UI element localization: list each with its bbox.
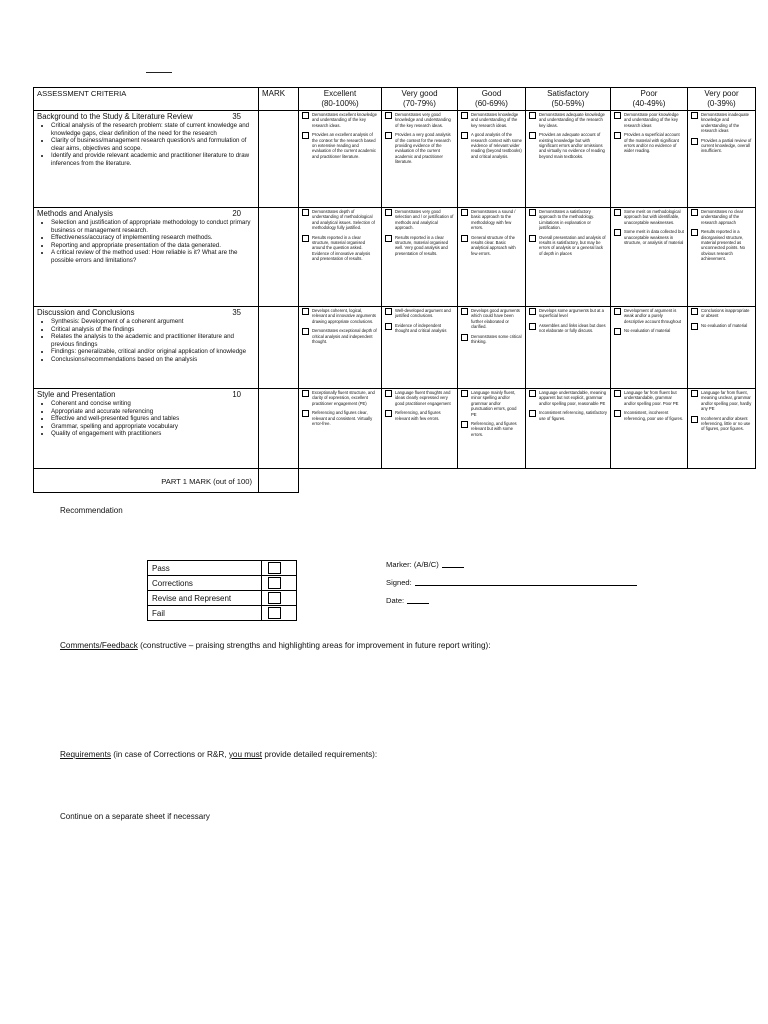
outcome-row-pass (148, 561, 297, 576)
descriptor-item (529, 308, 607, 319)
descriptor-cell-very-good (382, 307, 458, 389)
descriptor-cell-very-good (382, 389, 458, 469)
descriptor-checkbox[interactable] (529, 209, 536, 216)
criterion-bullet: • Effective and well-presented figures and tables (51, 415, 255, 423)
descriptor-cell-good (458, 307, 526, 389)
descriptor-item (302, 132, 378, 159)
descriptor-text: Demonstrates no clear understanding of the research approach (701, 209, 744, 225)
outcome-row-corrections (148, 576, 297, 591)
criterion-bullet-list (37, 219, 255, 265)
descriptor-item (529, 390, 607, 406)
mark-cell[interactable] (259, 208, 299, 307)
signed-label: Signed: (386, 578, 412, 587)
mark-header: MARK (259, 88, 299, 111)
part1-mark-row (34, 469, 756, 493)
descriptor-checkbox[interactable] (302, 209, 309, 216)
criterion-weight: 20 (232, 209, 241, 218)
criterion-bullet: • Identify and provide relevant academic and practitioner literature to draw inferences from the literature. (51, 152, 255, 167)
descriptor-text: Develops some arguments but at a superficial level (539, 308, 604, 319)
descriptor-text: Demonstrates inadequate knowledge and understanding of the research ideas (701, 112, 749, 134)
pass-checkbox[interactable] (268, 562, 281, 574)
descriptor-text: Language understandable, meaning apparent but not explicit, grammar and/or spelling poor, reasonable PE (539, 390, 607, 406)
descriptor-checkbox[interactable] (691, 390, 698, 397)
criterion-weight: 35 (232, 112, 241, 121)
criterion-bullet: • Selection and justification of appropriate methodology to conduct primary business or management research. (51, 219, 255, 234)
criterion-cell (34, 208, 259, 307)
descriptor-text: Demonstrates a satisfactory approach to the methodology. Limitations in explanation or justification. (539, 209, 595, 231)
descriptor-checkbox[interactable] (529, 308, 536, 315)
descriptor-item (614, 308, 684, 324)
criterion-bullet: • Critical analysis of the research problem: state of current knowledge and knowledge gaps, clear definition of the need for the research (51, 122, 255, 137)
descriptor-item (691, 209, 752, 225)
descriptor-checkbox[interactable] (529, 323, 536, 330)
descriptor-checkbox[interactable] (385, 235, 392, 242)
descriptor-item (691, 390, 752, 412)
descriptor-cell-excellent (299, 208, 382, 307)
criterion-title-text: Style and Presentation (37, 390, 116, 399)
requirements-emphasis: you must (228, 750, 263, 759)
descriptor-item (529, 132, 607, 159)
descriptor-checkbox[interactable] (461, 235, 468, 242)
criterion-title (37, 209, 255, 219)
descriptor-checkbox[interactable] (302, 132, 309, 139)
criterion-title (37, 112, 255, 122)
criterion-bullet: • Critical analysis of the findings (51, 326, 255, 334)
descriptor-item (461, 235, 522, 257)
criterion-title (37, 308, 255, 318)
descriptor-text: Demonstrates adequate knowledge and understanding of the research key ideas. (539, 112, 605, 128)
descriptor-cell-excellent (299, 307, 382, 389)
fail-checkbox[interactable] (268, 607, 281, 619)
descriptor-text: Demonstrates depth of understanding of methodological and analytical issues. Selection of methodology fully justified. (312, 209, 375, 231)
descriptor-cell-good (458, 208, 526, 307)
descriptor-cell-poor (611, 307, 688, 389)
descriptor-cell-very-poor (688, 111, 756, 208)
descriptor-text: No evaluation of material (624, 328, 671, 334)
descriptor-cell-satisfactory (526, 208, 611, 307)
descriptor-text: Inconsistent referencing, satisfactory use of figures. (539, 410, 607, 421)
descriptor-item (614, 132, 684, 154)
descriptor-text: Demonstrates a sound / basic approach to the methodology with few errors. (471, 209, 516, 231)
descriptor-item (302, 112, 378, 128)
descriptor-text: Language fluent thoughts and ideas clearly expressed very good practitioner engagement (395, 390, 451, 406)
descriptor-cell-poor (611, 208, 688, 307)
descriptor-item (529, 112, 607, 128)
descriptor-checkbox[interactable] (529, 132, 536, 139)
descriptor-item (691, 323, 752, 330)
descriptor-checkbox[interactable] (302, 390, 309, 397)
marker-input-line[interactable] (442, 560, 464, 568)
criterion-bullet: • Effectiveness/accuracy of implementing research methods. (51, 234, 255, 242)
descriptor-item (529, 410, 607, 421)
descriptor-item (529, 209, 607, 231)
criterion-title-text: Methods and Analysis (37, 209, 113, 218)
grade-header-excellent: Excellent (80-100%) (299, 88, 382, 111)
descriptor-item (302, 328, 378, 344)
descriptor-checkbox[interactable] (302, 328, 309, 335)
grade-header-good: Good (60-69%) (458, 88, 526, 111)
descriptor-text: Demonstrates excellent knowledge and understanding of the key research ideas. (312, 112, 377, 128)
criterion-title-text: Discussion and Conclusions (37, 308, 135, 317)
descriptor-item (461, 390, 522, 417)
descriptor-checkbox[interactable] (691, 209, 698, 216)
descriptor-item (385, 112, 454, 128)
marker-field (386, 560, 637, 578)
descriptor-text: Results reported in a clear structure, material organised around the question asked. Evidence of innovative analysis and presentation of results. (312, 234, 371, 262)
descriptor-cell-good (458, 389, 526, 469)
continue-note: Continue on a separate sheet if necessary (60, 812, 210, 821)
descriptor-checkbox[interactable] (691, 138, 698, 145)
descriptor-item (302, 390, 378, 406)
descriptor-text: Inconsistent, incoherent referencing, poor use of figures. (624, 410, 684, 421)
descriptor-cell-good (458, 111, 526, 208)
descriptor-cell-poor (611, 111, 688, 208)
descriptor-text: Assembles and links ideas but does not elaborate or fully discuss. (539, 322, 606, 334)
criterion-row (34, 111, 756, 208)
comments-section (60, 641, 491, 650)
descriptor-text: Language mainly fluent, minor spelling and/or grammar and/or punctuation errors, good PE (471, 390, 517, 417)
descriptor-text: Referencing, and figures relevant but with some errors. (471, 421, 517, 437)
descriptor-cell-poor (611, 389, 688, 469)
descriptor-text: Provides an adequate account of existing knowledge but with significant errors and/or omissions and virtually no evidence of reading beyond main textbooks. (539, 132, 605, 159)
descriptor-checkbox[interactable] (614, 112, 621, 119)
criterion-title-text: Background to the Study & Literature Review (37, 112, 193, 121)
descriptor-item (691, 308, 752, 319)
criterion-bullet-list (37, 318, 255, 364)
descriptor-item (385, 209, 454, 231)
date-field (386, 596, 637, 614)
descriptor-item (302, 235, 378, 262)
descriptor-checkbox[interactable] (461, 132, 468, 139)
criterion-weight: 35 (232, 308, 241, 317)
descriptor-item (302, 410, 378, 426)
criterion-bullet: • Appropriate and accurate referencing (51, 408, 255, 416)
descriptor-checkbox[interactable] (614, 229, 621, 236)
descriptor-item (385, 410, 454, 421)
descriptor-text: Incoherent and/or absent referencing, little or no use of figures, poor figures. (701, 415, 751, 432)
recommendation-label: Recommendation (60, 506, 123, 515)
top-underline (146, 72, 172, 73)
criterion-bullet: • Grammar, spelling and appropriate vocabulary (51, 423, 255, 431)
descriptor-text: Some merit on methodological approach but with identifiable, unacceptable weaknesses. (624, 209, 681, 225)
descriptor-checkbox[interactable] (461, 112, 468, 119)
descriptor-cell-very-poor (688, 307, 756, 389)
descriptor-item (461, 209, 522, 231)
descriptor-item (385, 132, 454, 164)
criterion-bullet: • Conclusions/recommendations based on the analysis (51, 356, 255, 364)
descriptor-checkbox[interactable] (691, 112, 698, 119)
descriptor-cell-excellent (299, 111, 382, 208)
descriptor-checkbox[interactable] (302, 308, 309, 315)
descriptor-item (614, 112, 684, 128)
descriptor-text: Some merit in data collected but unacceptable weakness in structure, or analysis of material (624, 229, 684, 246)
criterion-bullet: • Clarity of business/management research question/s and formulation of clear aims, objectives and scope. (51, 137, 255, 152)
descriptor-checkbox[interactable] (614, 328, 621, 335)
criterion-weight: 10 (232, 390, 241, 399)
descriptor-cell-excellent (299, 389, 382, 469)
requirements-section (60, 750, 377, 759)
descriptor-text: Demonstrates knowledge and understanding of the key research ideas. (471, 112, 519, 128)
descriptor-text: A good analysis of the research context with some evidence of relevant wider reading (beyond textbooks) and critical analysis. (471, 132, 522, 159)
descriptor-checkbox[interactable] (385, 323, 392, 330)
descriptor-text: Results reported in a disorganised structure, material presented as unconnected points. No obvious research achievement. (701, 229, 745, 262)
descriptor-item (691, 138, 752, 154)
descriptor-text: Develops good arguments which could have been further elaborated or clarified. (471, 308, 520, 330)
descriptor-item (614, 410, 684, 421)
comments-heading: Comments/Feedback (60, 641, 138, 650)
descriptor-cell-very-poor (688, 208, 756, 307)
descriptor-item (614, 328, 684, 335)
signed-input-line[interactable] (415, 578, 637, 586)
criterion-bullet: • Synthesis: Development of a coherent argument (51, 318, 255, 326)
requirements-heading: Requirements (60, 750, 111, 759)
grade-header-poor: Poor (40-49%) (611, 88, 688, 111)
mark-cell[interactable] (259, 307, 299, 389)
descriptor-item (385, 235, 454, 257)
criterion-bullet-list (37, 400, 255, 438)
outcome-label: Fail (148, 606, 262, 621)
descriptor-text: Demonstrates exceptional depth of critical analysis and independent thought. (312, 328, 377, 345)
descriptor-checkbox[interactable] (614, 209, 621, 216)
criterion-title (37, 390, 255, 400)
descriptor-text: Language far from fluent, meaning unclear, grammar and/or spelling poor, hardly any PE (701, 390, 752, 412)
outcome-label: Pass (148, 561, 262, 576)
criterion-row (34, 208, 756, 307)
grade-header-very-poor: Very poor (0-39%) (688, 88, 756, 111)
descriptor-text: Results reported in a clear structure, material organised well. Very good analysis and presentation of results. (395, 234, 449, 256)
descriptor-cell-satisfactory (526, 389, 611, 469)
descriptor-item (461, 334, 522, 345)
descriptor-text: Provides an excellent analysis of the context for the research based on extensive reading and evaluation of the current academic and practitioner literature. (312, 132, 377, 159)
criterion-bullet: • Quality of engagement with practitioners (51, 430, 255, 438)
mark-cell[interactable] (259, 111, 299, 208)
descriptor-checkbox[interactable] (691, 323, 698, 330)
descriptor-checkbox[interactable] (461, 209, 468, 216)
descriptor-checkbox[interactable] (614, 390, 621, 397)
descriptor-checkbox[interactable] (529, 390, 536, 397)
descriptor-item (691, 229, 752, 261)
grade-header-satisfactory: Satisfactory (50-59%) (526, 88, 611, 111)
descriptor-checkbox[interactable] (529, 112, 536, 119)
part1-mark-cell[interactable] (259, 469, 299, 493)
criterion-bullet: • Reporting and appropriate presentation of the data generated. (51, 242, 255, 250)
corrections-checkbox[interactable] (268, 577, 281, 589)
revise-represent-checkbox[interactable] (268, 592, 281, 604)
descriptor-text: Well-developed argument and justified conclusions. (395, 308, 451, 319)
assessment-rubric-table (33, 87, 756, 493)
descriptor-checkbox[interactable] (529, 235, 536, 242)
descriptor-text: Provides a partial review of current knowledge, overall insufficient. (701, 137, 752, 154)
descriptor-checkbox[interactable] (385, 390, 392, 397)
descriptor-text: Provides a superficial account of the material with significant errors and/or no evidence of wider reading. (624, 132, 680, 154)
descriptor-checkbox[interactable] (461, 421, 468, 428)
signed-field (386, 578, 637, 596)
mark-cell[interactable] (259, 389, 299, 469)
descriptor-item (385, 323, 454, 334)
descriptor-text: Demonstrates some critical thinking. (471, 333, 522, 345)
descriptor-item (461, 132, 522, 159)
descriptor-text: General structure of the results clear. Basic analytical approach with few errors. (471, 234, 516, 256)
marker-label: Marker: (A/B/C) (386, 560, 439, 569)
descriptor-checkbox[interactable] (385, 112, 392, 119)
marker-fields (386, 560, 637, 614)
descriptor-checkbox[interactable] (302, 112, 309, 119)
criterion-bullet-list (37, 122, 255, 168)
descriptor-checkbox[interactable] (385, 410, 392, 417)
descriptor-text: Exceptionally fluent structure, and clarity of expression, excellent practitioner engagement (PE) (312, 390, 375, 406)
descriptor-text: Overall presentation and analysis of results is satisfactory, but may be errors of analysis or a general lack of depth in places (539, 234, 606, 256)
descriptor-item (461, 308, 522, 330)
descriptor-checkbox[interactable] (302, 235, 309, 242)
descriptor-item (529, 323, 607, 334)
criterion-row (34, 307, 756, 389)
outcome-table (147, 560, 297, 621)
grade-header-very-good: Very good (70-79%) (382, 88, 458, 111)
criterion-cell (34, 111, 259, 208)
criteria-header: ASSESSMENT CRITERIA (34, 88, 259, 111)
descriptor-checkbox[interactable] (385, 132, 392, 139)
criterion-bullet: • Findings: generalizable, critical and/or original application of knowledge (51, 348, 255, 356)
descriptor-text: Demonstrates very good selection and / or justification of methods and analytical approach. (395, 209, 454, 231)
outcome-label: Revise and Represent (148, 591, 262, 606)
criterion-row (34, 389, 756, 469)
descriptor-text: Conclusions inappropriate or absent (701, 308, 750, 319)
criterion-cell (34, 307, 259, 389)
descriptor-item (461, 112, 522, 128)
descriptor-checkbox[interactable] (302, 410, 309, 417)
descriptor-text: Referencing, and figures relevant with few errors. (395, 410, 441, 421)
descriptor-text: Development of argument is weak and/or a purely descriptive account throughout (624, 308, 682, 324)
descriptor-checkbox[interactable] (385, 209, 392, 216)
date-label: Date: (386, 596, 405, 605)
descriptor-cell-satisfactory (526, 307, 611, 389)
descriptor-checkbox[interactable] (614, 132, 621, 139)
criterion-cell (34, 389, 259, 469)
descriptor-checkbox[interactable] (691, 308, 698, 315)
descriptor-item (529, 235, 607, 257)
descriptor-cell-satisfactory (526, 111, 611, 208)
descriptor-checkbox[interactable] (461, 308, 468, 315)
descriptor-checkbox[interactable] (529, 410, 536, 417)
descriptor-item (385, 308, 454, 319)
descriptor-checkbox[interactable] (461, 390, 468, 397)
descriptor-checkbox[interactable] (461, 334, 468, 341)
rubric-header-row (34, 88, 756, 111)
date-input-line[interactable] (407, 596, 429, 604)
descriptor-text: Develops coherent, logical, relevant and innovative arguments drawing appropriate conclusions. (312, 308, 377, 324)
descriptor-item (614, 209, 684, 225)
descriptor-checkbox[interactable] (691, 229, 698, 236)
descriptor-item (302, 308, 378, 324)
descriptor-checkbox[interactable] (614, 410, 621, 417)
criterion-bullet: • Coherent and concise writing (51, 400, 255, 408)
part1-mark-label: PART 1 MARK (out of 100) (34, 469, 259, 493)
requirements-text-after: provide detailed requirements): (262, 750, 378, 759)
descriptor-item (385, 390, 454, 406)
descriptor-cell-very-poor (688, 389, 756, 469)
descriptor-item (614, 229, 684, 245)
descriptor-checkbox[interactable] (614, 308, 621, 315)
descriptor-item (614, 390, 684, 406)
descriptor-text: Demonstrate poor knowledge and understanding of the key research ideas (624, 112, 679, 128)
requirements-text-before: (in case of Corrections or R&R, (110, 750, 229, 759)
comments-instructions: (constructive – praising strengths and highlighting areas for improvement in future report writing): (137, 641, 491, 650)
outcome-label: Corrections (148, 576, 262, 591)
descriptor-checkbox[interactable] (691, 416, 698, 423)
descriptor-item (691, 416, 752, 432)
descriptor-text: No evaluation of material (701, 322, 748, 328)
descriptor-text: Referencing and figures clear, relevant and consistent. Virtually error-free. (312, 410, 373, 427)
descriptor-text: Evidence of independent thought and critical analysis (395, 322, 447, 334)
outcome-row-revise (148, 591, 297, 606)
descriptor-cell-very-good (382, 111, 458, 208)
outcome-row-fail (148, 606, 297, 621)
descriptor-text: Language far from fluent but understandable, grammar and/or spelling poor. Poor PE (624, 390, 679, 406)
descriptor-text: Demonstrates very good knowledge and understanding of the key research ideas. (395, 112, 451, 128)
descriptor-item (302, 209, 378, 231)
descriptor-item (691, 112, 752, 134)
descriptor-cell-very-good (382, 208, 458, 307)
descriptor-item (461, 421, 522, 437)
criterion-bullet: • A critical review of the method used: How reliable is it? What are the possible errors and limitations? (51, 249, 255, 264)
criterion-bullet: • Relates the analysis to the academic and practitioner literature and previous findings (51, 333, 255, 348)
descriptor-checkbox[interactable] (385, 308, 392, 315)
descriptor-text: Provides a very good analysis of the context for the research providing evidence of the evaluation of the current academic and practitioner literature. (395, 132, 451, 165)
